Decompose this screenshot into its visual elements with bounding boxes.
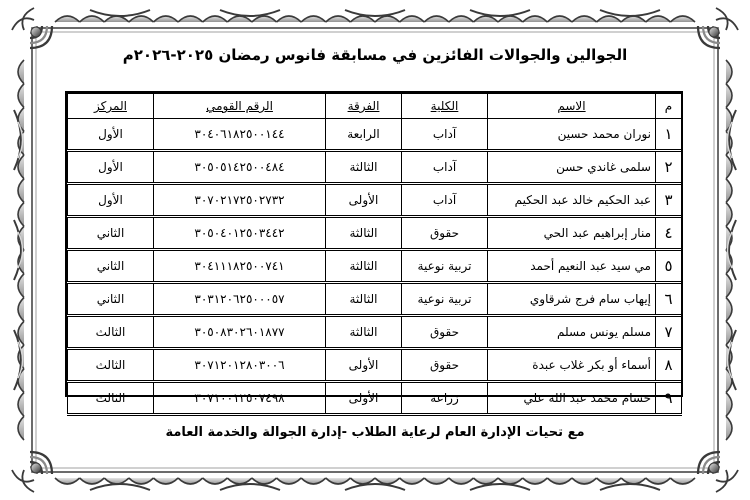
table-row xyxy=(68,349,682,382)
row-rank: الأول xyxy=(68,119,154,151)
row-name: عبد الحكيم خالد عبد الحكيم xyxy=(488,184,656,217)
row-national-id: ٣٠٤٠٦١٨٢٥٠٠١٤٤ xyxy=(154,119,326,151)
table-row xyxy=(68,151,682,184)
row-index: ٩ xyxy=(656,382,682,415)
row-year: الثالثة xyxy=(326,316,402,349)
row-name: أسماء أو بكر غلاب عبدة xyxy=(488,349,656,382)
row-college: آداب xyxy=(402,119,488,151)
row-year: الثالثة xyxy=(326,283,402,316)
row-college: حقوق xyxy=(402,217,488,250)
row-college: آداب xyxy=(402,184,488,217)
row-year: الأولى xyxy=(326,349,402,382)
row-name: سلمى غاندي حسن xyxy=(488,151,656,184)
row-rank: الأول xyxy=(68,151,154,184)
row-college: حقوق xyxy=(402,316,488,349)
document-footer: مع تحيات الإدارة العام لرعاية الطلاب -إدارة الجوالة والخدمة العامة xyxy=(165,425,585,440)
table-row xyxy=(68,217,682,250)
row-year: الأولى xyxy=(326,382,402,415)
table-row xyxy=(68,119,682,151)
row-index: ٧ xyxy=(656,316,682,349)
row-rank: الثاني xyxy=(68,217,154,250)
row-rank: الثالث xyxy=(68,349,154,382)
document-title: الجوالين والجوالات الفائزين في مسابقة فانوس رمضان ٢٠٢٥-٢٠٢٦م xyxy=(122,46,628,64)
row-college: حقوق xyxy=(402,349,488,382)
row-name: حسام محمد عبد الله علي xyxy=(488,382,656,415)
table-row xyxy=(68,250,682,283)
row-index: ٤ xyxy=(656,217,682,250)
header-college: الكلية xyxy=(402,94,488,119)
row-national-id: ٣٠٧٠٢١٧٢٥٠٢٧٣٢ xyxy=(154,184,326,217)
row-year: الرابعة xyxy=(326,119,402,151)
row-national-id: ٣٠٥٠٤٠١٢٥٠٣٤٤٢ xyxy=(154,217,326,250)
table-row xyxy=(68,382,682,415)
row-national-id: ٣٠٧١٢٠١٢٨٠٣٠٠٦ xyxy=(154,349,326,382)
row-index: ٥ xyxy=(656,250,682,283)
row-national-id: ٣٠٤١١١٨٢٥٠٠٧٤١ xyxy=(154,250,326,283)
winners-table xyxy=(65,91,683,407)
row-year: الثالثة xyxy=(326,151,402,184)
row-national-id: ٣٠٣١٢٠٦٢٥٠٠٠٥٧ xyxy=(154,283,326,316)
row-college: زراعة xyxy=(402,382,488,415)
row-name: منار إبراهيم عبد الحي xyxy=(488,217,656,250)
row-college: تربية نوعية xyxy=(402,250,488,283)
header-year: الفرقة xyxy=(326,94,402,119)
table-row xyxy=(68,316,682,349)
row-national-id: ٣٠٧١٠٠١٢٥٠٧٤٩٨ xyxy=(154,382,326,415)
row-index: ٢ xyxy=(656,151,682,184)
row-rank: الثاني xyxy=(68,283,154,316)
table-row xyxy=(68,283,682,316)
row-name: مي سيد عبد النعيم أحمد xyxy=(488,250,656,283)
row-national-id: ٣٠٥٠٥١٤٢٥٠٠٤٨٤ xyxy=(154,151,326,184)
row-index: ٣ xyxy=(656,184,682,217)
row-name: مسلم يونس مسلم xyxy=(488,316,656,349)
row-national-id: ٣٠٥٠٨٣٠٢٦٠١٨٧٧ xyxy=(154,316,326,349)
row-index: ٦ xyxy=(656,283,682,316)
row-rank: الثاني xyxy=(68,250,154,283)
header-name: الاسم xyxy=(488,94,656,119)
row-index: ٨ xyxy=(656,349,682,382)
row-rank: الثالث xyxy=(68,316,154,349)
row-college: آداب xyxy=(402,151,488,184)
header-rank: المركز xyxy=(68,94,154,119)
table-row xyxy=(68,184,682,217)
row-year: الثالثة xyxy=(326,250,402,283)
header-national-id: الرقم القومي xyxy=(154,94,326,119)
row-college: تربية نوعية xyxy=(402,283,488,316)
table-header-row xyxy=(68,94,682,119)
row-rank: الأول xyxy=(68,184,154,217)
row-name: نوران محمد حسين xyxy=(488,119,656,151)
row-index: ١ xyxy=(656,119,682,151)
row-year: الثالثة xyxy=(326,217,402,250)
row-year: الأولى xyxy=(326,184,402,217)
row-rank: الثالث xyxy=(68,382,154,415)
header-index: م xyxy=(656,94,682,119)
row-name: إيهاب سام فرج شرقاوي xyxy=(488,283,656,316)
